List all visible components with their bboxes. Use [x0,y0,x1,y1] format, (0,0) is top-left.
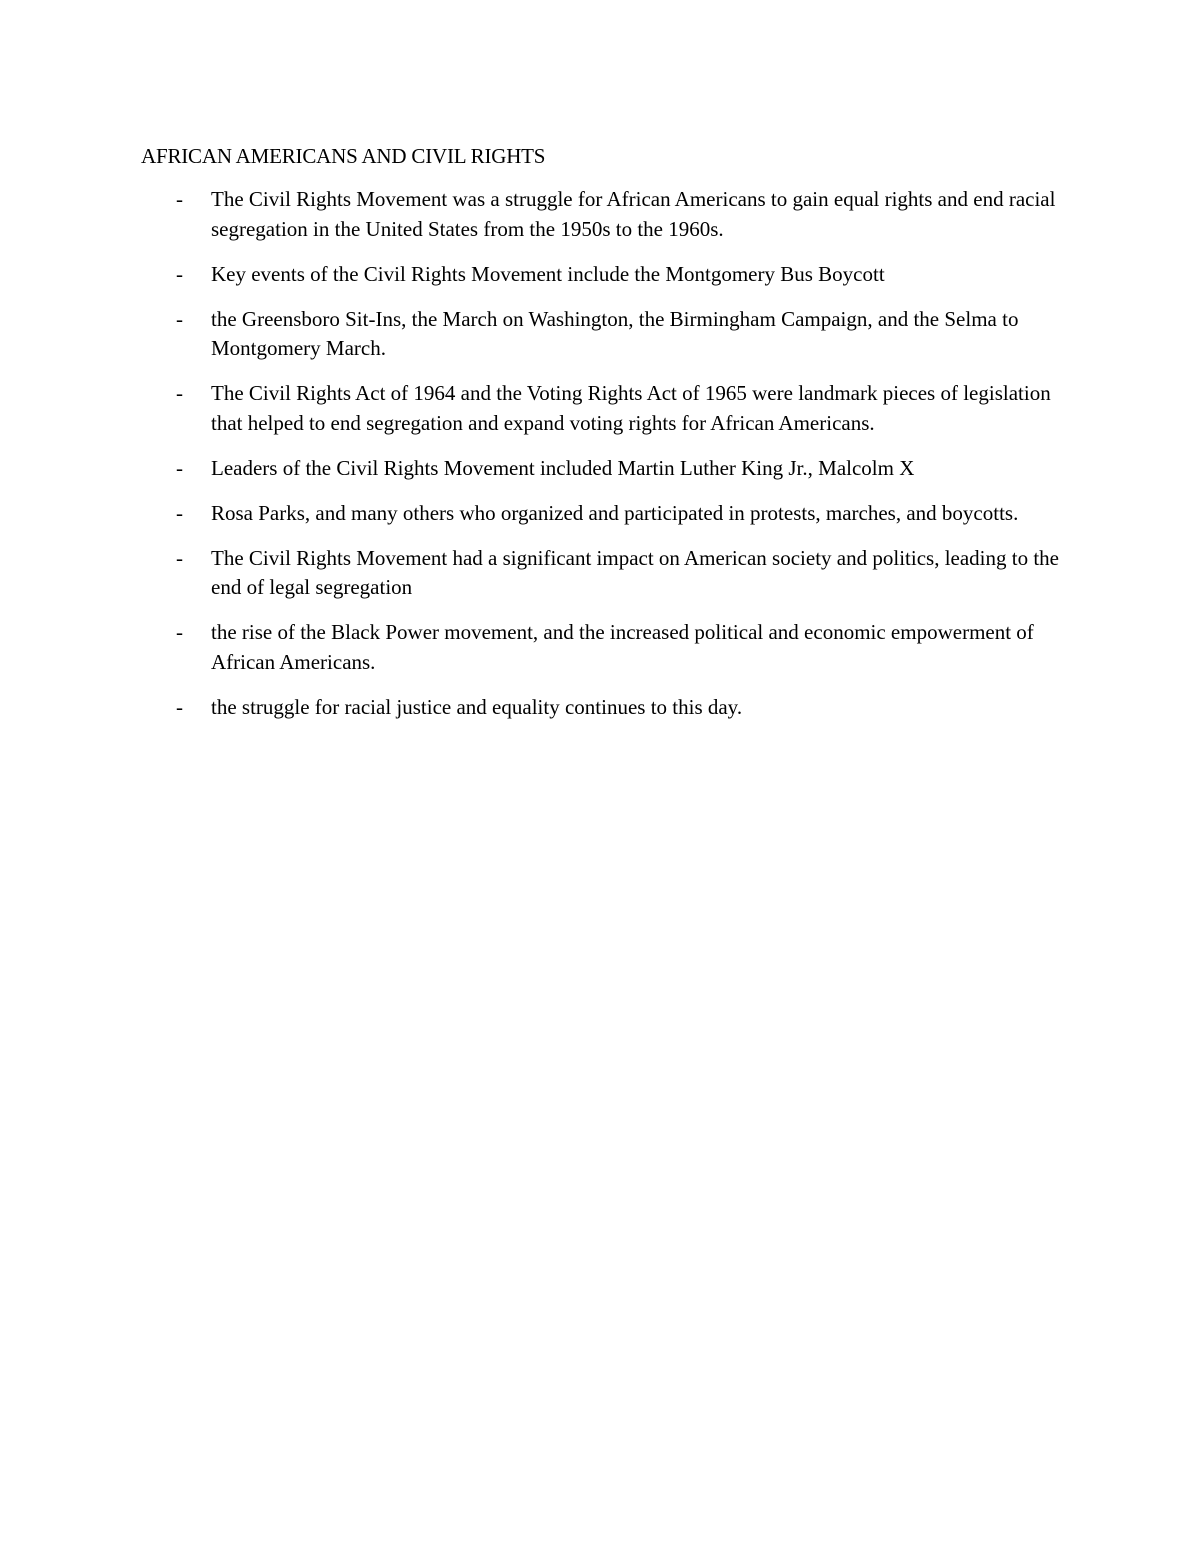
bullet-text: Leaders of the Civil Rights Movement included Martin Luther King Jr., Malcolm X [211,455,915,480]
bullet-text: The Civil Rights Movement was a struggle for African Americans to gain equal rights and end racial segregation in the United States from the 1950s to the 1960s. [211,187,1056,241]
bullet-text: the struggle for racial justice and equality continues to this day. [211,694,743,719]
bullet-text: Rosa Parks, and many others who organized and participated in protests, marches, and boycotts. [211,500,1019,525]
bullet-item-7 [0,544,1200,603]
bullet-item-8 [0,618,1200,677]
bullet-marker: - [176,306,183,331]
bullet-marker: - [176,455,183,480]
bullet-marker: - [176,187,183,211]
bullet-text: Key events of the Civil Rights Movement include the Montgomery Bus Boycott [211,261,885,286]
bullet-item-4 [0,379,1200,438]
bullet-marker: - [176,694,183,719]
bullet-list [0,185,1200,738]
bullet-item-9 [0,693,1200,723]
bullet-marker: - [176,620,183,644]
bullet-text: The Civil Rights Movement had a significant impact on American society and politics, leading to the end of legal segregation [211,545,1059,599]
document-title: AFRICAN AMERICANS AND CIVIL RIGHTS [141,144,546,168]
bullet-item-6 [0,499,1200,529]
bullet-marker: - [176,545,183,570]
bullet-item-5 [0,454,1200,484]
bullet-text: the rise of the Black Power movement, and the increased political and economic empowerment of African Americans. [211,620,1034,674]
bullet-item-2 [0,260,1200,290]
bullet-marker: - [176,500,183,525]
bullet-text: the Greensboro Sit-Ins, the March on Washington, the Birmingham Campaign, and the Selma to Montgomery March. [211,306,1019,360]
bullet-item-3 [0,305,1200,364]
bullet-text: The Civil Rights Act of 1964 and the Voting Rights Act of 1965 were landmark pieces of legislation that helped to end segregation and expand voting rights for African Americans. [211,381,1051,435]
bullet-item-1 [0,185,1200,244]
bullet-marker: - [176,261,183,286]
bullet-marker: - [176,381,183,405]
